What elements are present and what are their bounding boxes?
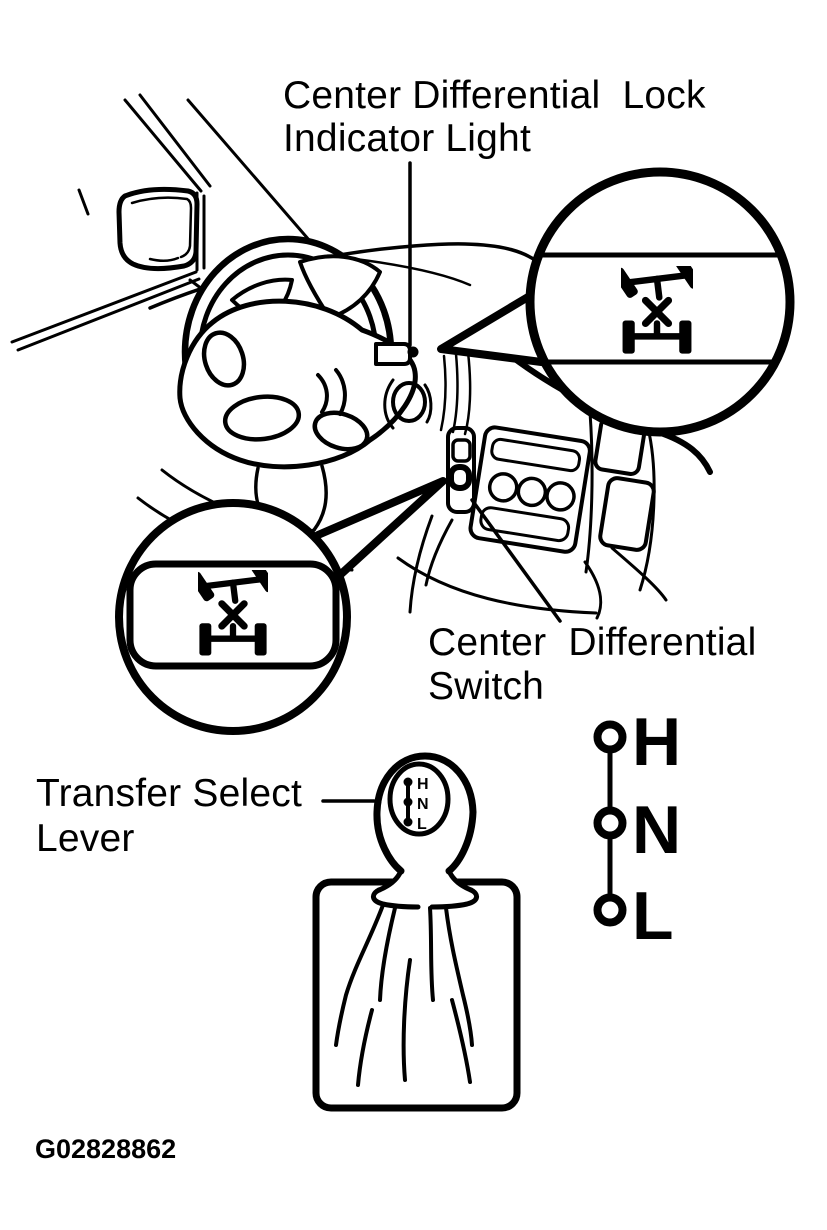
hvac-knob bbox=[516, 476, 547, 507]
console-lower-lines bbox=[398, 516, 666, 618]
knob-position-l: L bbox=[417, 816, 427, 833]
indicator-zoom-circle bbox=[441, 172, 790, 432]
side-mirror bbox=[119, 189, 204, 270]
side-vents bbox=[586, 412, 655, 590]
switch-leader-line bbox=[472, 500, 560, 621]
shift-position-l: L bbox=[632, 878, 674, 954]
shift-position-h: H bbox=[632, 704, 682, 780]
hvac-knob bbox=[545, 481, 576, 512]
lever-label-line2: Lever bbox=[36, 817, 135, 860]
indicator-label-line1: Center Differential Lock bbox=[283, 74, 706, 117]
figure-code: G02828862 bbox=[35, 1134, 177, 1164]
center-differential-switch bbox=[451, 467, 469, 488]
center-console bbox=[398, 412, 666, 618]
blank-switch bbox=[453, 440, 470, 461]
lever-label-line1: Transfer Select bbox=[36, 772, 302, 815]
hvac-knob bbox=[488, 472, 519, 503]
instrument-cluster-edge bbox=[441, 352, 470, 434]
shift-position-marker bbox=[598, 811, 623, 836]
knob-position-n: N bbox=[417, 796, 429, 813]
switch-label-line2: Switch bbox=[428, 665, 545, 708]
switch-label-line1: Center Differential bbox=[428, 621, 757, 664]
transfer-lever bbox=[316, 753, 517, 1108]
knob-shift-pattern bbox=[404, 776, 429, 833]
indicator-label-line2: Indicator Light bbox=[283, 117, 531, 160]
shift-position-n: N bbox=[632, 792, 682, 868]
shift-pattern-diagram bbox=[598, 704, 682, 954]
shift-position-marker bbox=[598, 725, 623, 750]
knob-position-h: H bbox=[417, 776, 429, 793]
hvac-panel bbox=[469, 426, 591, 553]
turn-signal-stalk bbox=[376, 344, 410, 364]
shift-position-marker bbox=[598, 898, 623, 923]
indicator-light-dot bbox=[408, 347, 419, 358]
